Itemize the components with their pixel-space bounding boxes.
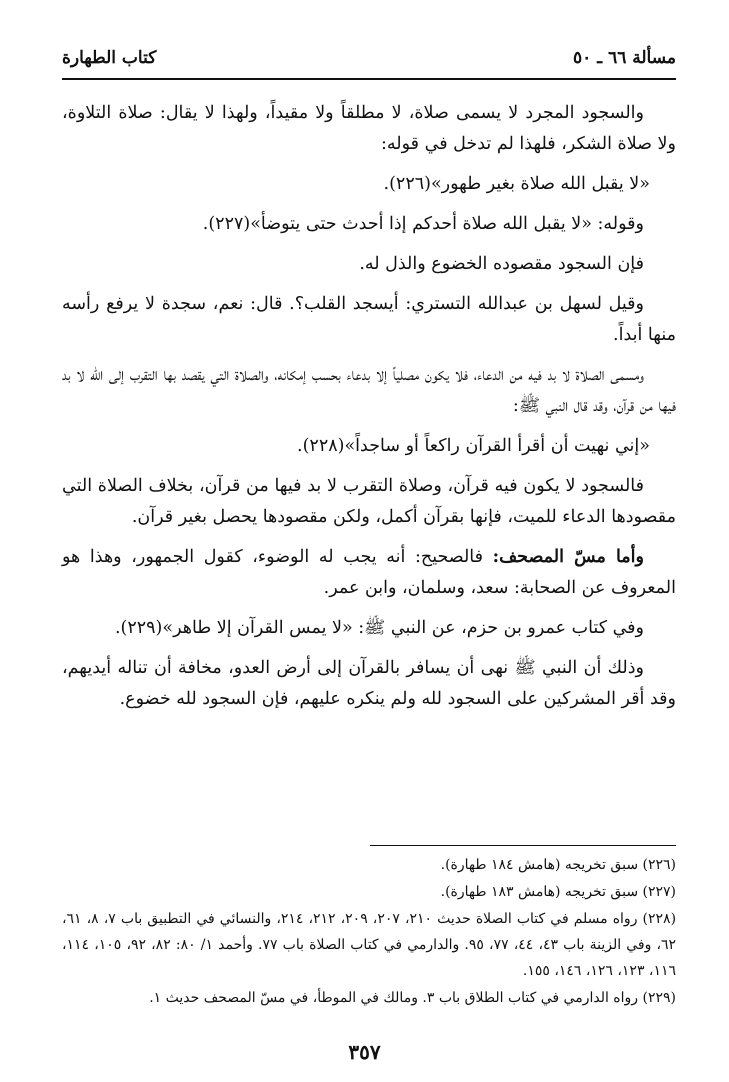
issue-heading: مسألة ٦٦ ـ ٥٠: [572, 48, 676, 68]
footnote: (٢٢٩) رواه الدارمي في كتاب الطلاق باب ٣. ومالك في الموطأ، في مسّ المصحف حديث ١.: [149, 990, 676, 1006]
paragraph: فالسجود لا يكون فيه قرآن، وصلاة التقرب لا بد فيها من قرآن، بخلاف الصلاة التي مقصودها الدعاء للميت، فإنها بقرآن أكمل، ولكن مقصودها يحصل بغير قرآن.: [62, 476, 676, 527]
paragraph: وفي كتاب عمرو بن حزم، عن النبي ﷺ: «لا يمس القرآن إلا طاهر»(٢٢٩).: [114, 618, 644, 638]
book-title: كتاب الطهارة: [62, 48, 157, 68]
mas-text: فالصحيح: أنه يجب له الوضوء، كقول الجمهور، وهذا هو المعروف عن الصحابة: سعد، وسلمان، وابن عمر.: [62, 547, 676, 598]
main-text: [62, 98, 676, 724]
paragraph: وقوله: «لا يقبل الله صلاة أحدكم إذا أحدث حتى يتوضأ»(٢٢٧).: [202, 214, 644, 234]
footnote: (٢٢٧) سبق تخريجه (هامش ١٨٣ طهارة).: [440, 884, 676, 900]
paragraph: وقيل لسهل بن عبدالله التستري: أيسجد القلب؟. قال: نعم، سجدة لا يرفع رأسه منها أبداً.: [62, 294, 676, 345]
mas-paragraph: [62, 542, 676, 604]
hadith-quote: «لا يقبل الله صلاة بغير طهور»(٢٢٦).: [383, 174, 650, 194]
paragraph: وذلك أن النبي ﷺ نهى أن يسافر بالقرآن إلى أرض العدو، مخافة أن تناله أيديهم، وقد أقر المشركين على السجود لله ولم ينكره عليهم، فإن السجود لله خضوع.: [62, 658, 676, 709]
hadith-quote: «إني نهيت أن أقرأ القرآن راكعاً أو ساجداً»(٢٢٨).: [297, 436, 650, 456]
page-header: [62, 40, 676, 80]
footnote-divider: [370, 845, 676, 846]
footnote: (٢٢٦) سبق تخريجه (هامش ١٨٤ طهارة).: [440, 857, 676, 873]
page-number: ٣٥٧: [348, 1040, 381, 1064]
paragraph: ومسمى الصلاة لا بد فيه من الدعاء، فلا يكون مصلياً إلا بدعاء بحسب إمكانه، والصلاة التي يقصد بها التقرب إلى الله لا بد فيها من قرآن، وقد قال النبي ﷺ:: [62, 365, 676, 416]
paragraph: فإن السجود مقصوده الخضوع والذل له.: [359, 254, 644, 274]
footnote: (٢٢٨) رواه مسلم في كتاب الصلاة حديث ٢١٠، ٢٠٧، ٢٠٩، ٢١٢، ٢١٤، والنسائي في التطبيق باب ٧، ٨، ٦١، ٦٢، وفي الزينة باب ٤٣، ٤٤، ٧٧، ٩٥. والدارمي في كتاب الصلاة باب ٧٧. وأحمد ١/ ٨٠: ٨٢، ٩٢، ١٠٥، ١١٤، ١١٦، ١٢٣، ١٢٦، ١٤٦، ١٥٥.: [62, 911, 677, 979]
paragraph: والسجود المجرد لا يسمى صلاة، لا مطلقاً ولا مقيداً، ولهذا لا يقال: صلاة التلاوة، ولا صلاة الشكر، فلهذا لم تدخل في قوله:: [62, 103, 676, 154]
footnotes: [62, 852, 676, 1012]
mas-heading: وأما مسّ المصحف:: [492, 547, 644, 567]
